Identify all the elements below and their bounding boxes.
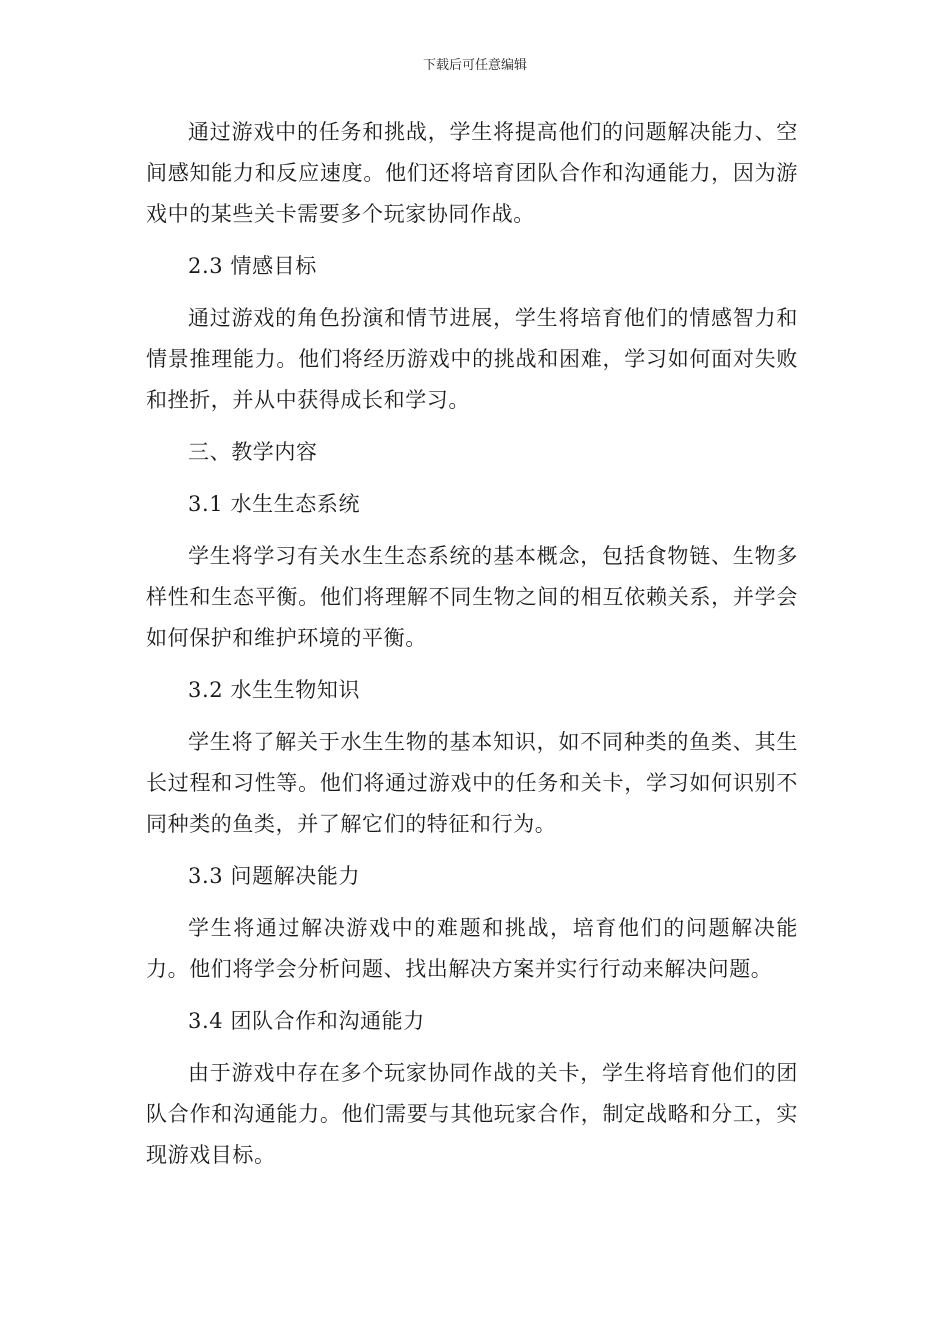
document-body <box>146 112 798 1176</box>
paragraph-aquatic-life: 学生将了解关于水生生物的基本知识，如不同种类的鱼类、其生长过程和习性等。他们将通过游戏中的任务和关卡，学习如何识别不同种类的鱼类，并了解它们的特征和行为。 <box>146 730 798 836</box>
heading-3-4: 3.4 团队合作和沟通能力 <box>188 1009 425 1033</box>
heading-section-3: 三、教学内容 <box>188 440 318 464</box>
paragraph-problem-solving: 学生将通过解决游戏中的难题和挑战，培育他们的问题解决能力。他们将学会分析问题、找出解决方案并实行行动来解决问题。 <box>146 916 798 981</box>
heading-3-3: 3.3 问题解决能力 <box>188 864 361 888</box>
heading-3-1: 3.1 水生生态系统 <box>188 492 361 516</box>
paragraph-aquatic-ecosystem: 学生将学习有关水生生态系统的基本概念，包括食物链、生物多样性和生态平衡。他们将理解不同生物之间的相互依赖关系，并学会如何保护和维护环境的平衡。 <box>146 544 798 650</box>
page-header: 下载后可任意编辑 <box>422 58 527 73</box>
paragraph-skills: 通过游戏中的任务和挑战，学生将提高他们的问题解决能力、空间感知能力和反应速度。他们还将培育团队合作和沟通能力，因为游戏中的某些关卡需要多个玩家协同作战。 <box>146 120 798 226</box>
heading-2-3: 2.3 情感目标 <box>188 254 317 278</box>
paragraph-emotional-goals: 通过游戏的角色扮演和情节进展，学生将培育他们的情感智力和情景推理能力。他们将经历游戏中的挑战和困难，学习如何面对失败和挫折，并从中获得成长和学习。 <box>146 306 798 412</box>
heading-3-2: 3.2 水生生物知识 <box>188 678 361 702</box>
paragraph-teamwork: 由于游戏中存在多个玩家协同作战的关卡，学生将培育他们的团队合作和沟通能力。他们需要与其他玩家合作，制定战略和分工，实现游戏目标。 <box>146 1061 798 1167</box>
